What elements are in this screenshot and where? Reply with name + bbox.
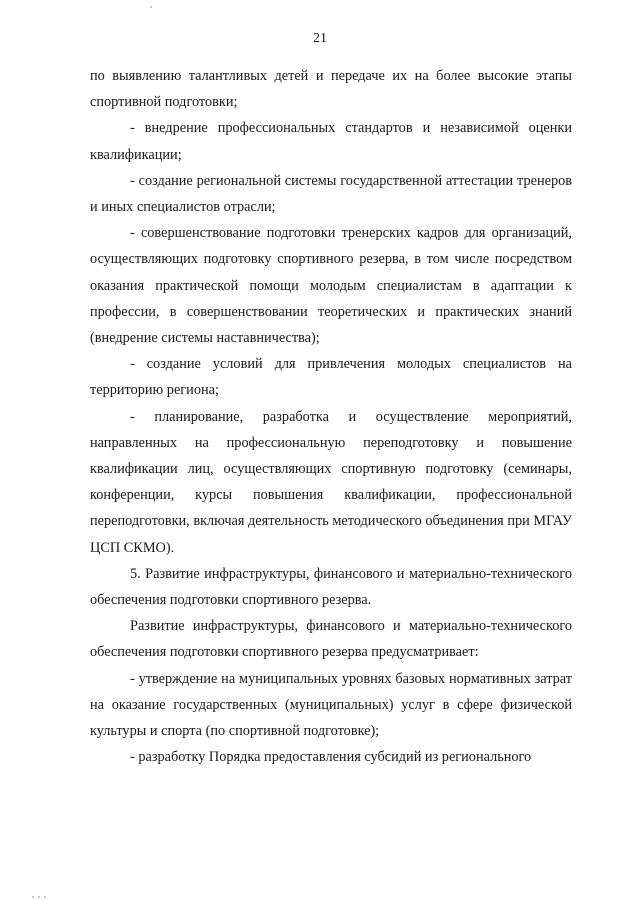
paragraph-talent-continuation: по выявлению талантливых детей и передаче их на более высокие этапы спортивной подготовки; — [90, 68, 572, 111]
paragraph-young-specialists: - создание условий для привлечения молодых специалистов на территорию региона; — [90, 356, 572, 399]
paragraph-normative-costs: - утверждение на муниципальных уровнях базовых нормативных затрат на оказание государственных (муниципальных) услуг в сфере физической культуры и спорта (по спортивной подготовке); — [90, 670, 572, 740]
document-body — [90, 63, 572, 770]
scan-artifact — [44, 896, 46, 898]
scan-artifact — [38, 896, 40, 898]
scan-artifact — [150, 6, 152, 8]
paragraph-professional-standards: - внедрение профессиональных стандартов и независимой оценки квалификации; — [90, 120, 572, 163]
section-heading-infrastructure: 5. Развитие инфраструктуры, финансового и материально-технического обеспечения подготовки спортивного резерва. — [90, 565, 572, 609]
paragraph-retraining-events: - планирование, разработка и осуществление мероприятий, направленных на профессиональную переподготовку и повышение квалификации лиц, осуществляющих спортивную подготовку (семинары, конференции, курсы повышения квалификации, профессиональной переподготовки, включая деятельность методического объединения при МГАУ ЦСП СКМО). — [90, 408, 572, 556]
paragraph-subsidy-procedure: - разработку Порядка предоставления субсидий из регионального — [130, 749, 532, 766]
paragraph-attestation-system: - создание региональной системы государственной аттестации тренеров и иных специалистов отрасли; — [90, 172, 572, 216]
page-number: 21 — [313, 31, 327, 46]
paragraph-trainer-training: - совершенствование подготовки тренерских кадров для организаций, осуществляющих подготовку спортивного резерва, в том числе посредством оказания практической помощи молодым специалистам в адаптации к профессии, в совершенствовании теоретических и практических знаний (внедрение системы наставничества); — [90, 225, 572, 347]
scan-artifact — [32, 896, 34, 898]
paragraph-infrastructure-intro: Развитие инфраструктуры, финансового и материально-технического обеспечения подготовки спортивного резерва предусматривает: — [90, 618, 572, 661]
